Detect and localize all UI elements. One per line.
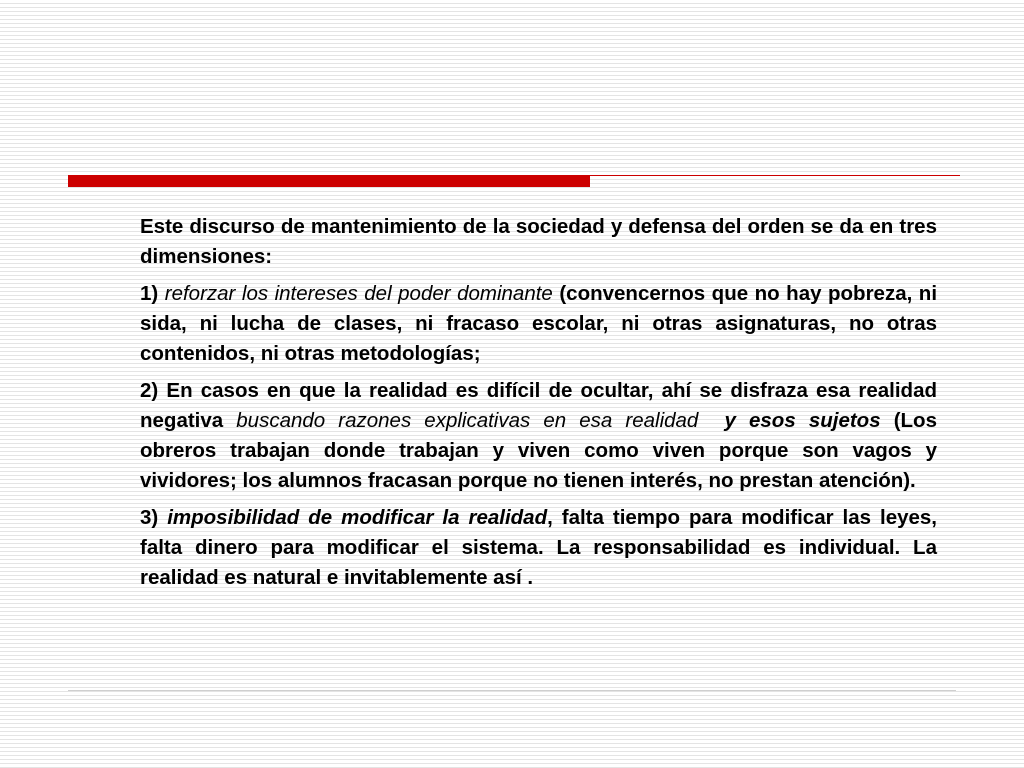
intro-text: Este discurso de mantenimiento de la sociedad y defensa del orden se da en tres dimensiones: — [140, 215, 937, 268]
slide-body — [140, 212, 937, 600]
item-1-paragraph — [140, 279, 937, 369]
item-2-text-b: (Los obreros trabajan donde trabajan y viven como viven porque son vagos y vividores; los alumnos fracasan porque no tienen interés, no prestan atención). — [140, 409, 937, 492]
item-1-emphasis: reforzar los intereses del poder dominante — [164, 282, 553, 305]
item-2-emphasis-bold: y esos sujetos — [724, 409, 881, 432]
item-3-text: , falta tiempo para modificar las leyes, falta dinero para modificar el sistema. La responsabilidad es individual. La realidad es natural e invitablemente así . — [140, 506, 937, 589]
intro-paragraph — [140, 212, 937, 272]
item-2-text-a: 2) En casos en que la realidad es difícil de ocultar, ahí se disfraza esa realidad negativa — [140, 379, 937, 432]
item-2-paragraph — [140, 376, 937, 496]
title-accent-line — [590, 175, 960, 176]
item-2-emphasis: buscando razones explicativas en esa realidad — [236, 409, 699, 432]
item-1-text: (convencernos que no hay pobreza, ni sida, ni lucha de clases, ni fracaso escolar, ni otras asignaturas, no otras contenidos, ni otras metodologías; — [140, 282, 938, 365]
title-accent-bar — [68, 175, 590, 187]
item-3-emphasis-bold: imposibilidad de modificar la realidad — [167, 506, 548, 529]
item-3-paragraph — [140, 503, 937, 593]
footer-divider — [68, 690, 956, 691]
item-1-number: 1) — [140, 282, 159, 305]
item-3-number: 3) — [140, 506, 159, 529]
